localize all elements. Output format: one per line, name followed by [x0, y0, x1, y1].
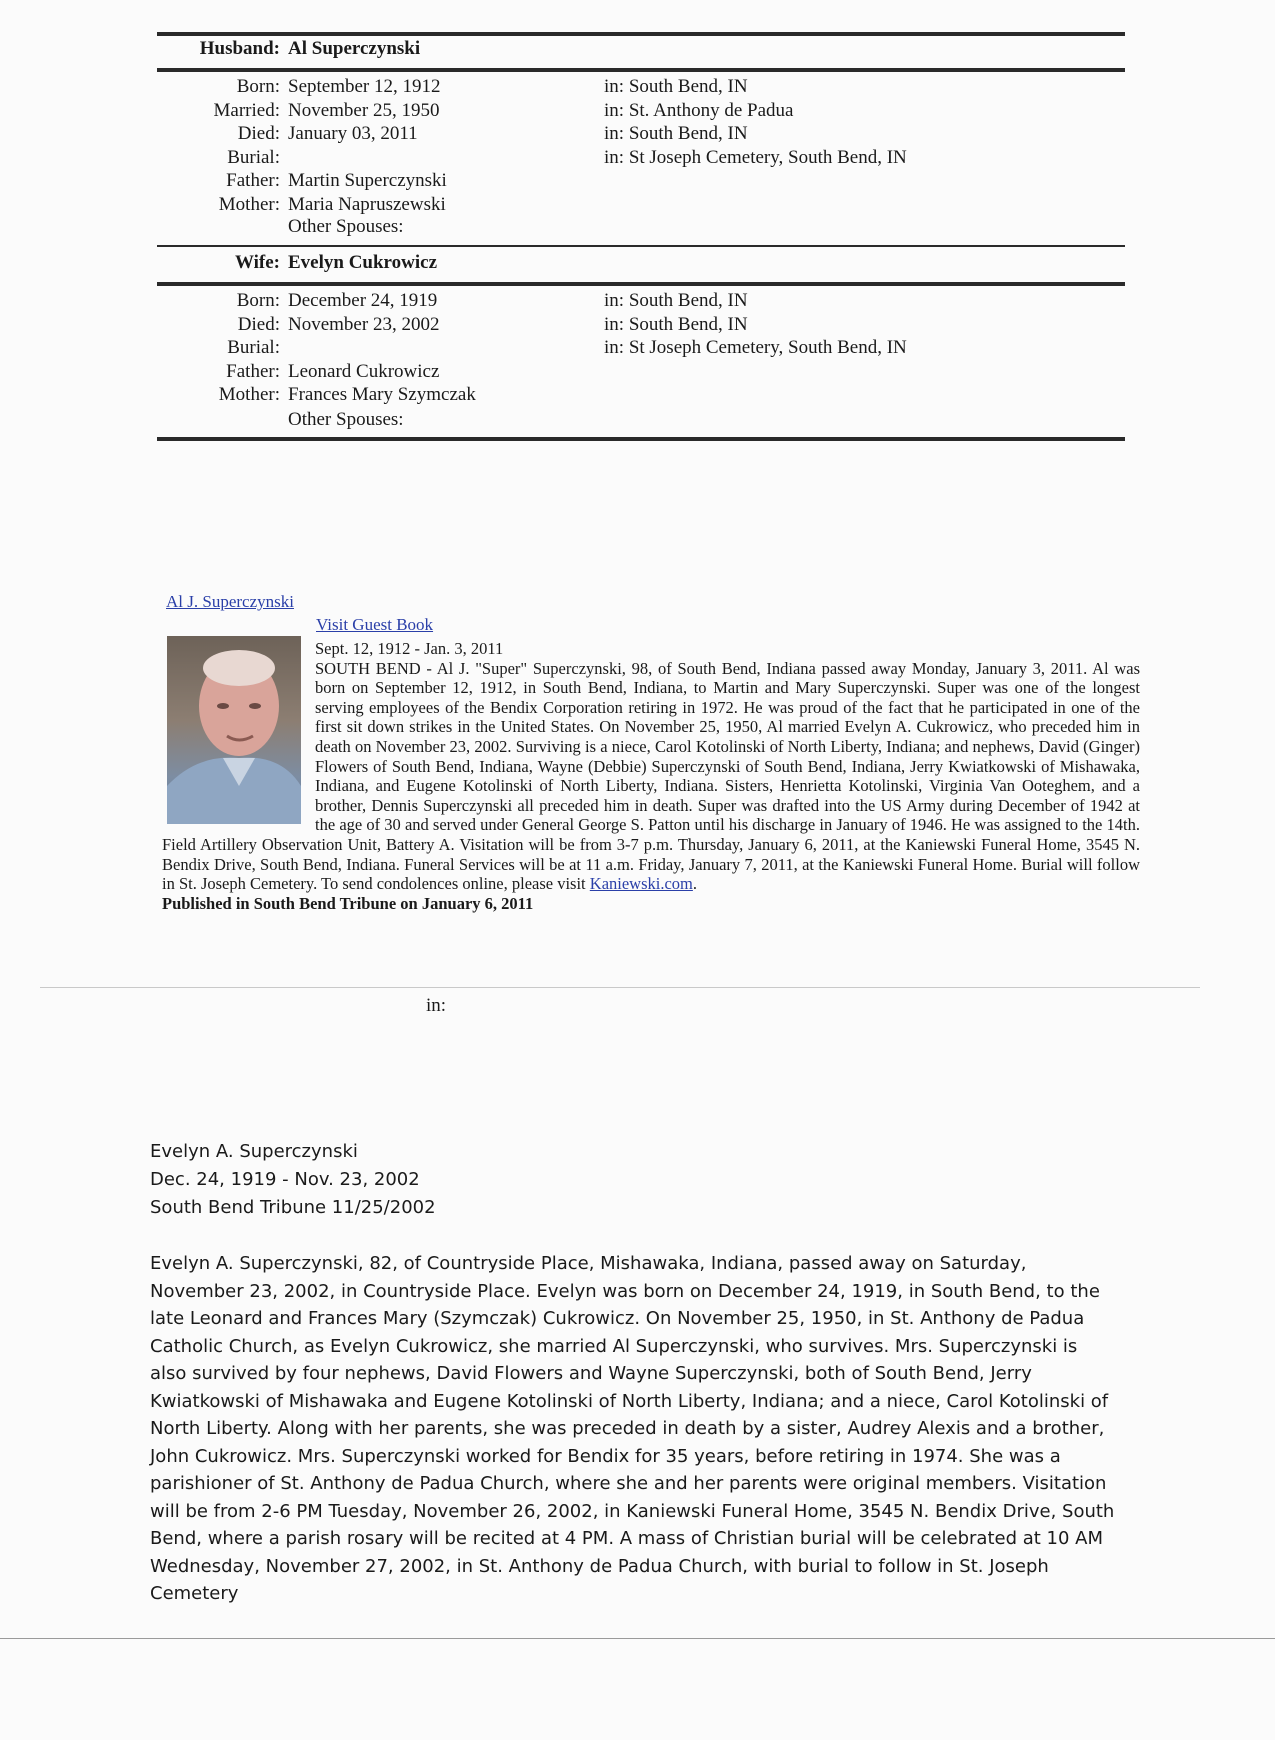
evelyn-dates: Dec. 24, 1919 - Nov. 23, 2002: [150, 1169, 420, 1190]
location-prefix: in:: [604, 123, 625, 144]
husband-field-row: [157, 122, 1125, 146]
photo-spacer: [162, 639, 315, 831]
location-prefix: in:: [604, 146, 625, 168]
field-value: December 24, 1919: [288, 290, 438, 311]
location-value: St. Anthony de Padua: [628, 99, 794, 121]
field-value: Maria Napruszewski: [288, 193, 446, 215]
location-prefix: in:: [604, 290, 625, 311]
wife-field-row: [157, 313, 1125, 337]
wife-header-label: Wife:: [234, 252, 280, 273]
location-prefix: in:: [604, 313, 625, 335]
husband-other-spouses: Other Spouses:: [288, 216, 404, 237]
al-name-link[interactable]: Al J. Superczynski: [166, 592, 294, 611]
wife-name: Evelyn Cukrowicz: [288, 252, 438, 273]
wife-header: [157, 252, 1125, 276]
field-value: January 03, 2011: [288, 123, 418, 144]
husband-name: Al Superczynski: [288, 38, 421, 59]
al-obituary-dates: Sept. 12, 1912 - Jan. 3, 2011: [315, 639, 504, 658]
field-location: [604, 75, 1124, 99]
wife-field-row: [157, 336, 1125, 360]
wife-field-row: [157, 383, 1125, 407]
field-label: Mother:: [218, 193, 280, 215]
husband-header: [157, 38, 1125, 62]
husband-field-row: [157, 193, 1125, 217]
field-label: Burial:: [227, 146, 280, 168]
field-label: Father:: [226, 360, 280, 382]
published-line: Published in South Bend Tribune on January 6, 2011: [162, 893, 534, 913]
wife-field-row: [157, 289, 1125, 313]
evelyn-source: South Bend Tribune 11/25/2002: [150, 1197, 436, 1218]
field-location: [604, 122, 1124, 146]
location-value: South Bend, IN: [628, 290, 748, 311]
husband-field-row: [157, 146, 1125, 170]
field-value: Frances Mary Szymczak: [288, 384, 476, 405]
faint-scan-line: [40, 987, 1200, 988]
husband-field-row: [157, 75, 1125, 99]
body-period: .: [692, 874, 698, 894]
bottom-rule: [157, 437, 1125, 441]
al-obituary-body: SOUTH BEND - Al J. "Super" Superczynski, 98, of South Bend, Indiana passed away Monday, January 3, 2011. Al was born on September 12, 1912, in South Bend, Indiana, to Martin and Mary Superczynski. Super was one of the longest serving employees of the Bendix Corporation retiring in 1972. He was proud of the fact that he participated in one of the first sit down strikes in the United States. On November 25, 1950, Al married Evelyn A. Cukrowicz, who preceded him in death on November 23, 2002. Surviving is a niece, Carol Kotolinski of North Liberty, Indiana; and nephews, David (Ginger) Flowers of South Bend, Indiana, Wayne (Debbie) Superczynski of South Bend, Indiana, Jerry Kwiatkowski of Mishawaka, Indiana, and Eugene Kotolinski of North Liberty, Indiana. Sisters, Henrietta Kotolinski, Virginia Van Ooteghem, and a brother, Dennis Superczynski all preceded him in death. Super was drafted into the US Army during December of 1942 at the age of 30 and served under General George S. Patton until his discharge in January of 1946. He was assigned to the 14th. Field Artillery Observation Unit, Battery A. Visitation will be from 3-7 p.m. Thursday, January 6, 2011, at the Kaniewski Funeral Home, 3545 N. Bendix Drive, South Bend, Indiana. Funeral Services will be at 11 a.m. Friday, January 7, 2011, at the Kaniewski Funeral Home. Burial will follow in St. Joseph Cemetery. To send condolences online, please visit: [162, 658, 1140, 894]
visit-guest-book-link[interactable]: Visit Guest Book: [316, 615, 434, 634]
field-label: Father:: [226, 170, 280, 191]
field-location: [604, 99, 1124, 123]
field-label: Mother:: [218, 384, 280, 405]
husband-field-row: [157, 169, 1125, 193]
husband-header-label: Husband:: [199, 38, 280, 59]
husband-field-row: [157, 99, 1125, 123]
evelyn-name: Evelyn A. Superczynski: [150, 1141, 358, 1162]
field-value: Leonard Cukrowicz: [288, 360, 440, 382]
field-label: Died:: [237, 313, 280, 335]
location-value: St Joseph Cemetery, South Bend, IN: [628, 146, 907, 168]
field-label: Died:: [237, 123, 280, 144]
location-value: South Bend, IN: [628, 123, 748, 144]
field-location: [604, 146, 1124, 170]
al-obituary-text: [162, 639, 1140, 913]
location-prefix: in:: [604, 76, 625, 97]
location-prefix: in:: [604, 337, 625, 358]
wife-rule: [157, 282, 1125, 286]
field-value: November 23, 2002: [288, 313, 440, 335]
location-value: South Bend, IN: [628, 313, 748, 335]
location-value: St Joseph Cemetery, South Bend, IN: [628, 337, 907, 358]
field-location: [604, 313, 1124, 337]
wife-other-spouses: Other Spouses:: [288, 409, 404, 430]
bottom-scan-line: [0, 1638, 1275, 1639]
field-location: [604, 336, 1124, 360]
field-label: Born:: [236, 76, 280, 97]
field-label: Burial:: [227, 337, 280, 358]
field-label: Married:: [213, 99, 280, 121]
field-value: Martin Superczynski: [288, 170, 447, 191]
wife-field-row: [157, 360, 1125, 384]
evelyn-obituary-header: [150, 1138, 436, 1222]
stray-in-label: in:: [426, 995, 447, 1016]
field-value: September 12, 1912: [288, 76, 441, 97]
wife-top-rule: [157, 245, 1125, 247]
location-value: South Bend, IN: [628, 76, 748, 97]
kaniewski-link[interactable]: Kaniewski.com: [589, 874, 693, 894]
husband-rule: [157, 68, 1125, 72]
evelyn-obituary-body: Evelyn A. Superczynski, 82, of Countryside Place, Mishawaka, Indiana, passed away on Saturday, November 23, 2002, in Countryside Place. Evelyn was born on December 24, 1919, in South Bend, to the late Leonard and Frances Mary (Szymczak) Cukrowicz. On November 25, 1950, in St. Anthony de Padua Catholic Church, as Evelyn Cukrowicz, she married Al Superczynski, who survives. Mrs. Superczynski is also survived by four nephews, David Flowers and Wayne Superczynski, both of South Bend, Jerry Kwiatkowski of Mishawaka and Eugene Kotolinski of North Liberty, Indiana; and a niece, Carol Kotolinski of North Liberty. Along with her parents, she was preceded in death by a sister, Audrey Alexis and a brother, John Cukrowicz. Mrs. Superczynski worked for Bendix for 35 years, before retiring in 1974. She was a parishioner of St. Anthony de Padua Church, where she and her parents were original members. Visitation will be from 2-6 PM Tuesday, November 26, 2002, in Kaniewski Funeral Home, 3545 N. Bendix Drive, South Bend, where a parish rosary will be recited at 4 PM. A mass of Christian burial will be celebrated at 10 AM Wednesday, November 27, 2002, in St. Anthony de Padua Church, with burial to follow in St. Joseph Cemetery: [150, 1253, 1115, 1604]
field-label: Born:: [236, 290, 280, 311]
top-rule: [157, 32, 1125, 36]
location-prefix: in:: [604, 99, 625, 121]
field-value: November 25, 1950: [288, 99, 440, 121]
field-location: [604, 289, 1124, 313]
